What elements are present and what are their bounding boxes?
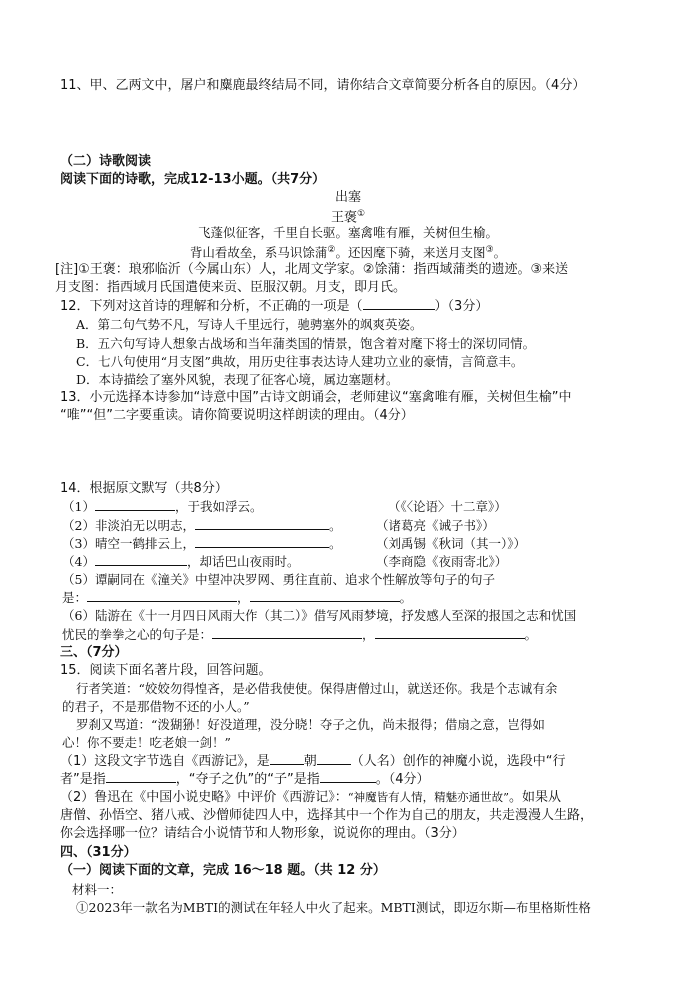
- q15-sub1-text-a: （1）这段文字节选自《西游记》，是: [60, 754, 270, 769]
- q14-item-2-num: （2）: [62, 518, 95, 533]
- question-13-line-2: “唯”“但”二字要重读。请你简要说明这样朗读的理由。（4分）: [60, 408, 414, 423]
- q14-item-5-blank-2[interactable]: [250, 589, 400, 602]
- excerpt-para-2-line-1: 罗刹又骂道：“泼猢狲！好没道理，没分晓！夺子之仇，尚未报得；借扇之意，岂得如: [76, 717, 545, 732]
- note-mark-3: ③: [485, 245, 494, 255]
- q15-sub1-text-b: 朝: [303, 754, 317, 769]
- q15-sub1-text-f: 。（4分）: [375, 772, 430, 787]
- q14-item-5-blank-1[interactable]: [87, 589, 237, 602]
- poem-title: 出塞: [334, 190, 361, 205]
- q15-sub2-text-c: 。如果从: [509, 790, 562, 805]
- q14-item-1-num: （1）: [62, 499, 95, 514]
- q15-zi-blank[interactable]: [320, 770, 376, 783]
- q14-item-2-source: （诸葛亮《诫子书》）: [376, 518, 495, 533]
- q14-item-5-line-2: 是： ， 。: [62, 590, 413, 605]
- q15-sub1-text-e: ，“夺子之仇”的“子”是指: [175, 772, 320, 787]
- poem-line-1: 飞蓬似征客，千里自长驱。塞禽唯有雁，关树但生榆。: [197, 225, 498, 240]
- question-13-line-1: 13．小元选择本诗参加“诗意中国”古诗文朗诵会，老师建议“塞禽唯有雁，关树但生榆”中: [60, 390, 572, 405]
- excerpt-para-2-line-2: 心！你不要走！吃老娘一剑！”: [62, 735, 231, 750]
- excerpt-para-1-line-2: 的君子，不是那借物不还的小人。”: [62, 699, 250, 714]
- poem-line-2b: 。还因麾下骑，来送月支图: [335, 245, 486, 261]
- q15-sub2-text-a: （2）鲁迅在《中国小说史略》中评价《西游记》：: [60, 790, 348, 805]
- q15-sub1-text-d: 者”是指: [60, 772, 106, 787]
- poem-line-2: [0, 242, 696, 261]
- author-note-mark: ①: [356, 209, 366, 219]
- q12-option-a: A．第二句气势不凡，写诗人千里远行，驰骋塞外的飒爽英姿。: [76, 317, 423, 332]
- q14-item-2-text: 非淡泊无以明志，: [94, 518, 195, 533]
- q14-item-4-blank[interactable]: [95, 553, 187, 566]
- q12-option-c: C．七八句使用“月支图”典故，用历史往事表达诗人建功立业的豪情，言简意丰。: [76, 354, 524, 369]
- q15-author-blank[interactable]: [317, 752, 351, 765]
- part-4-sub-heading: （一）阅读下面的文章，完成 16～18 题。（共 12 分）: [60, 863, 386, 878]
- q14-item-4-text: ，却话巴山夜雨时。: [186, 554, 300, 569]
- poem-note-line-1: [注]①王褒：琅邪临沂（今属山东）人，北周文学家。②馀蒲：指西域蒲类的遗迹。③来送: [55, 262, 569, 277]
- q14-item-1-blank[interactable]: [95, 498, 175, 511]
- question-11: 11、甲、乙两文中，屠户和麋鹿最终结局不同，请你结合文章简要分析各自的原因。（4分）: [60, 78, 586, 93]
- poem-author-name: 王褒: [330, 210, 357, 226]
- q14-item-2-blank[interactable]: [195, 517, 329, 530]
- poem-line-2c: 。: [493, 245, 507, 261]
- q12-answer-blank[interactable]: [363, 297, 435, 310]
- q14-item-1-source: （《〈论语〉十二章》）: [388, 499, 507, 514]
- q14-item-5-line-1: （5）谭嗣同在《潼关》中望冲决罗网、勇往直前、追求个性解放等句子的句子: [62, 572, 495, 587]
- q14-item-6-blank-1[interactable]: [212, 626, 362, 639]
- q14-item-4-num: （4）: [62, 554, 95, 569]
- q12-option-b: B．五六句写诗人想象古战场和当年蒲类国的情景，饱含着对麾下将士的深切同情。: [76, 336, 536, 351]
- q15-sub-2-line-2: 唐僧、孙悟空、猪八戒、沙僧师徒四人中，选择其中一个作为自己的朋友，共走漫漫人生路，: [60, 808, 594, 823]
- q15-sub-1-line-2: [60, 770, 656, 788]
- excerpt-para-1-line-1: 行者笑道：“姣姣勿得惶吝，是必借我使使。保得唐僧过山，就送还你。我是个志诚有余: [76, 681, 558, 696]
- poem-line-2a: 背山看故垒，系马识馀蒲: [189, 245, 328, 261]
- q14-item-3-num: （3）: [62, 536, 95, 551]
- q14-item-6-label: 忧民的拳拳之心的句子是：: [62, 627, 213, 642]
- material-1-label: 材料一：: [72, 882, 123, 897]
- q14-item-4-source: （李商隐《夜雨寄北》）: [376, 554, 508, 569]
- q12-stem-text: 12．下列对这首诗的理解和分析，不正确的一项是（: [60, 299, 363, 314]
- material-1-para-1: ①2023年一款名为MBTI的测试在年轻人中火了起来。MBTI测试，即迈尔斯—布里格斯性格: [76, 900, 591, 915]
- q15-sub-1-line-1: [60, 752, 656, 770]
- poem-note-line-2: 月支图：指西域月氏国遣使来贡、臣服汉朝。月支，即月氏。: [55, 280, 407, 295]
- q14-item-1-text: ，于我如浮云。: [174, 499, 263, 514]
- q15-sub-2-line-3: 你会选择哪一位？请结合小说情节和人物形象，说说你的理由。（3分）: [60, 826, 465, 841]
- question-12-stem: [60, 297, 656, 315]
- question-14-title: 14．根据原文默写（共8分）: [60, 481, 228, 496]
- q15-xingzhe-blank[interactable]: [106, 770, 176, 783]
- q14-item-6-line-1: （6）陆游在《十一月四日风雨大作（其二）》借写风雨梦境，抒发感人至深的报国之志和忧国: [62, 608, 577, 623]
- q15-dynasty-blank[interactable]: [270, 752, 304, 765]
- question-15-title: 15．阅读下面名著片段，回答问题。: [60, 663, 272, 678]
- q14-item-3-source: （刘禹锡《秋词（其一）》）: [376, 536, 527, 551]
- note-mark-2: ②: [327, 245, 336, 255]
- part-4-heading: 四、（31分）: [60, 845, 137, 860]
- q14-item-6-blank-2[interactable]: [375, 626, 525, 639]
- part-3-heading: 三、（7分）: [60, 645, 128, 660]
- poetry-section-title: （二）诗歌阅读: [60, 154, 152, 169]
- q12-option-d: D．本诗描绘了塞外风貌，表现了征客心境，属边塞题材。: [76, 372, 399, 387]
- q12-stem-end: ）（3分）: [434, 299, 489, 314]
- q14-item-2-end: 。: [328, 518, 342, 533]
- q15-sub-2-line-1: [60, 789, 656, 806]
- poetry-instruction: 阅读下面的诗歌，完成12-13小题。（共7分）: [60, 172, 326, 187]
- q15-sub2-quote: “神魔皆有人情，精魅亦通世故”: [347, 790, 510, 804]
- q14-item-3-text: 晴空一鹤排云上，: [94, 536, 195, 551]
- q14-item-3-end: 。: [328, 536, 342, 551]
- q14-item-3-blank[interactable]: [195, 535, 329, 548]
- q14-item-5-label: 是：: [62, 590, 88, 605]
- q14-item-6-line-2: 忧民的拳拳之心的句子是： ， 。: [62, 627, 538, 642]
- q15-sub1-text-c: （人名）创作的神魔小说，选段中“行: [350, 754, 566, 769]
